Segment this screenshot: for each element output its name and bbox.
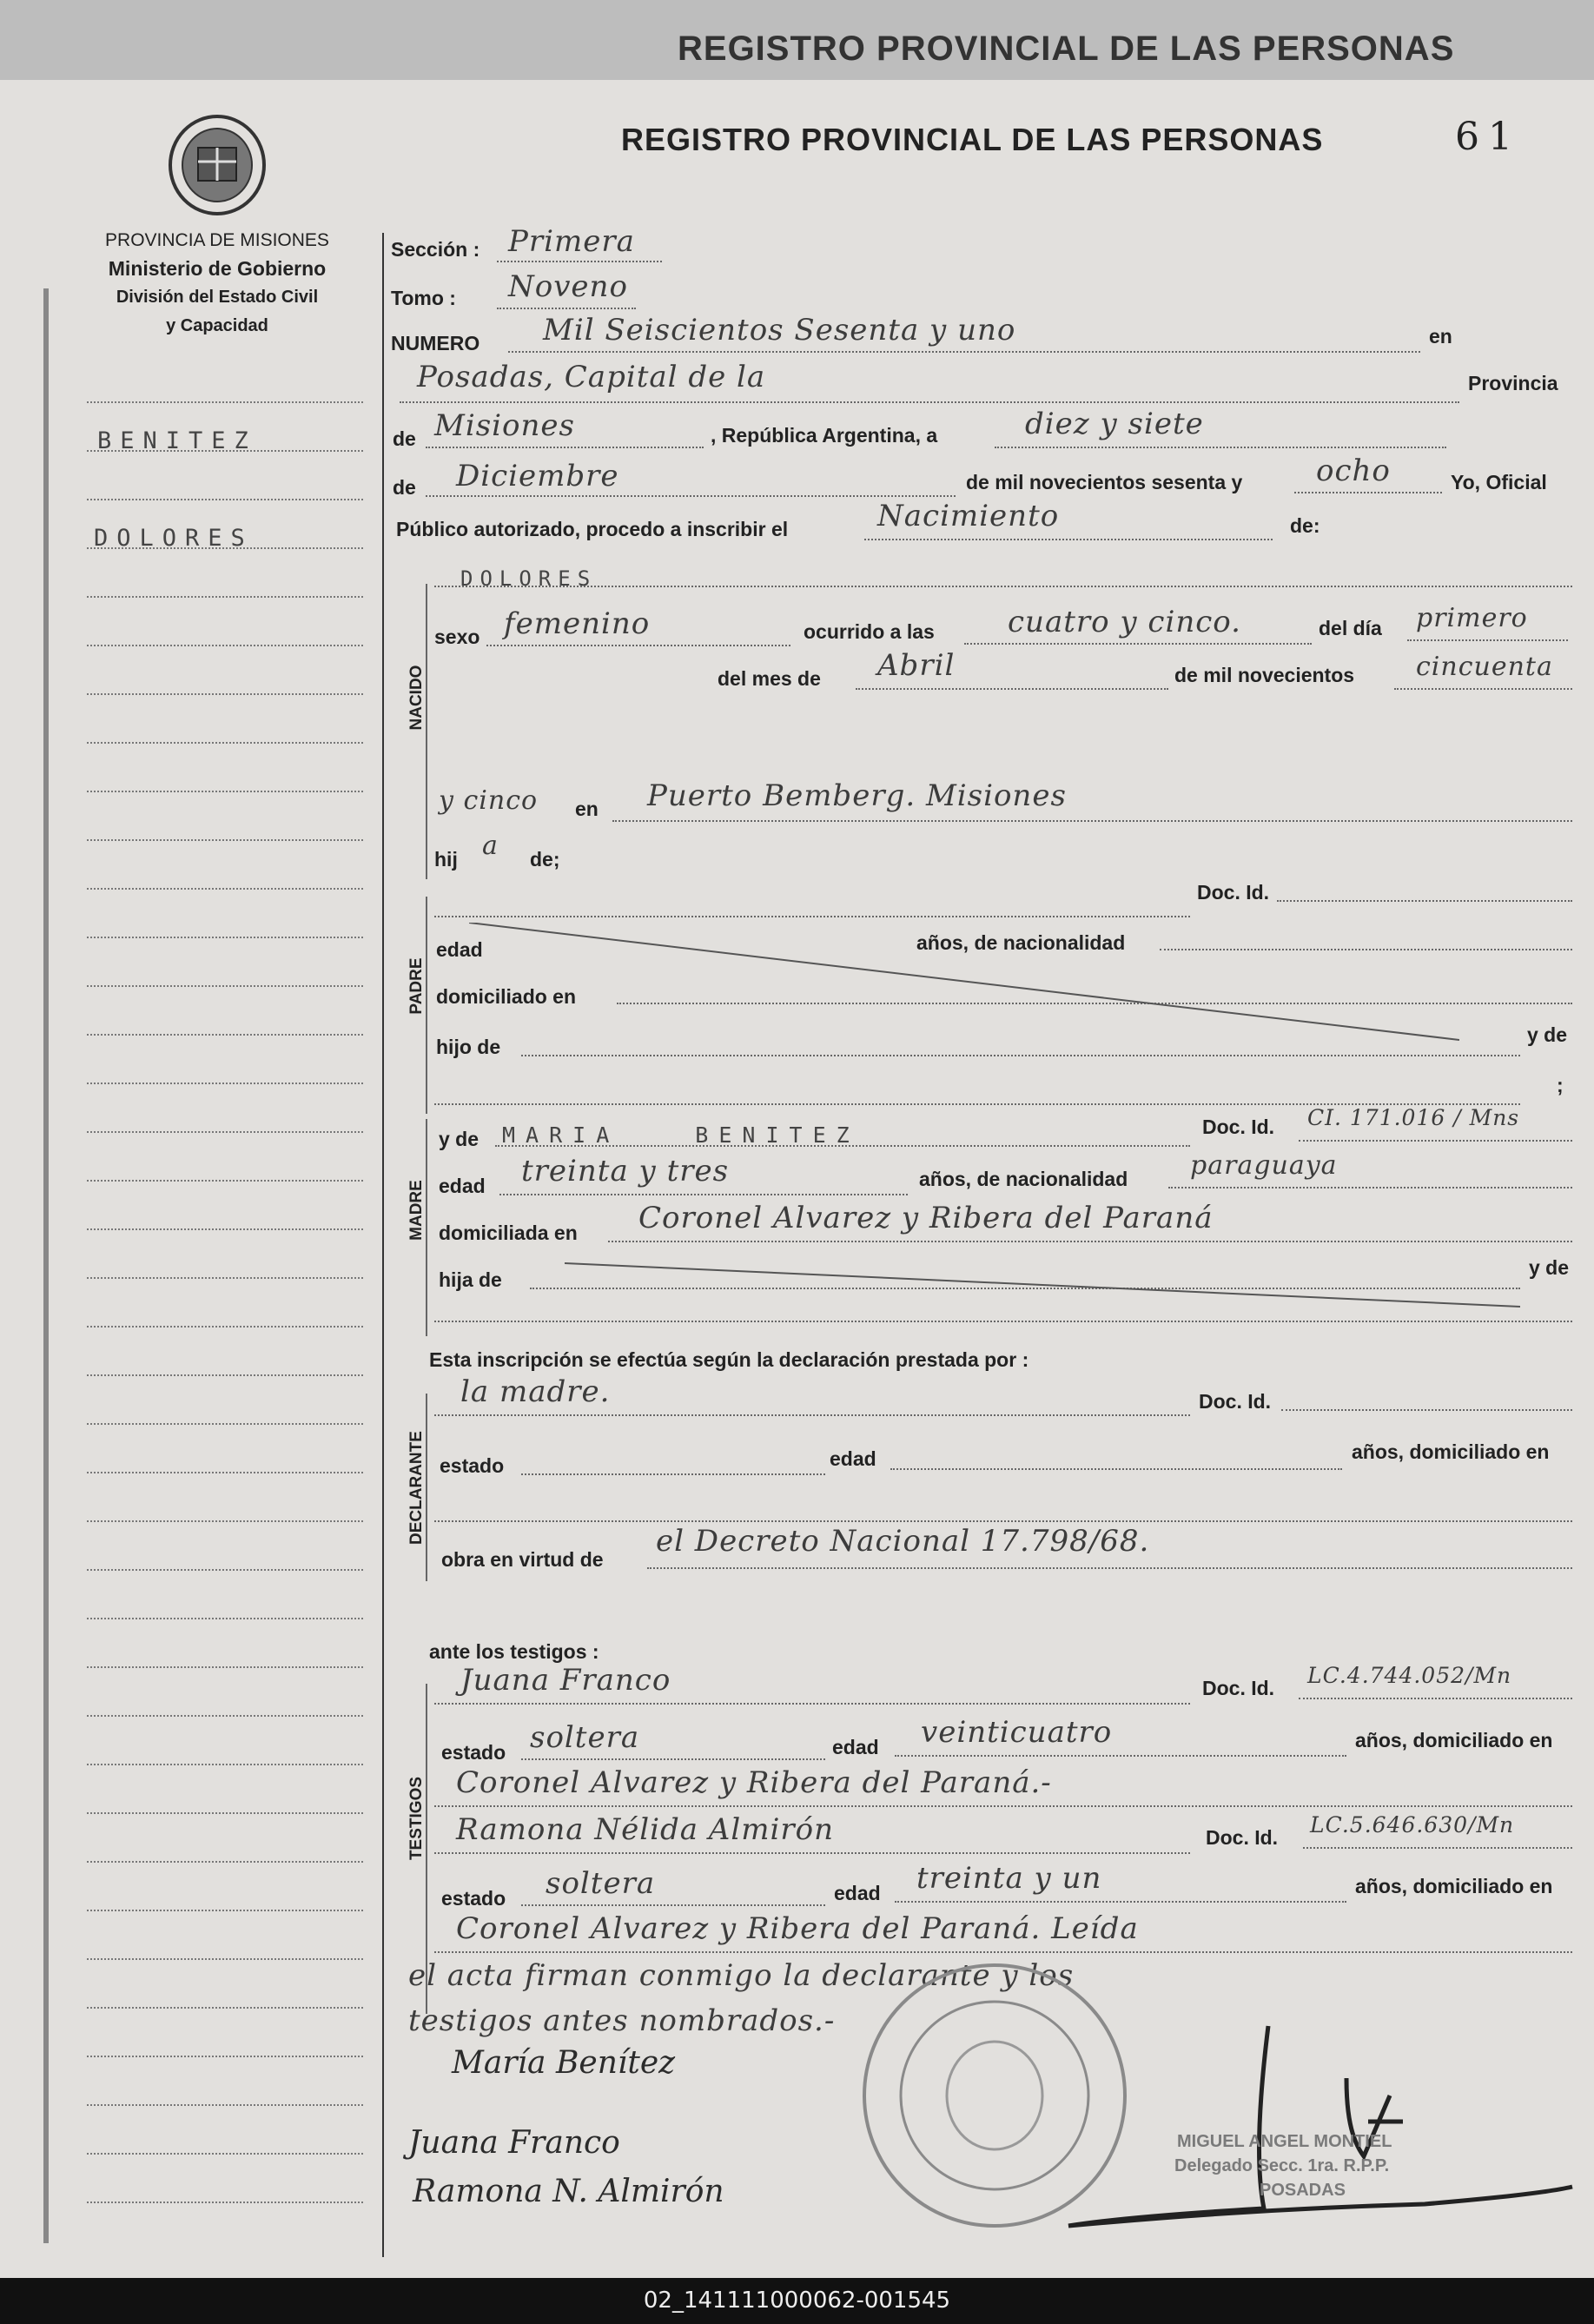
entry-ano-nac-2: y cinco: [439, 785, 539, 816]
entry-madre: MARIA BENITEZ: [502, 1122, 860, 1148]
line: [1277, 900, 1572, 902]
label-edad-t1: edad: [832, 1736, 879, 1758]
margin-line: [87, 1764, 363, 1765]
line: [1299, 1140, 1572, 1142]
label-de: de: [393, 427, 416, 450]
entry-madre-doc: CI. 171.016 / Mns: [1307, 1105, 1520, 1130]
entry-declarante: la madre.: [460, 1374, 611, 1409]
margin-line: [87, 645, 363, 646]
image-id-footer: 02_141111000062-001545: [0, 2278, 1594, 2324]
entry-numero: Mil Seiscientos Sesenta y uno: [543, 313, 1016, 348]
line: [995, 447, 1446, 448]
line: [434, 1951, 1572, 1953]
entry-ano-nac-1: cincuenta: [1416, 652, 1553, 682]
label-anos-nac-madre: años, de nacionalidad: [919, 1168, 1128, 1190]
line: [497, 261, 662, 262]
label-doc-id-t1: Doc. Id.: [1202, 1677, 1275, 1699]
margin-line: [87, 693, 363, 695]
margin-line: [87, 1228, 363, 1230]
entry-cierre-1: el acta firman conmigo la declarante y los: [408, 1958, 1075, 1993]
label-republica: , República Argentina, a: [711, 424, 938, 447]
entry-testigo2-estado: soltera: [546, 1866, 656, 1901]
padre-strike-line: [469, 923, 1459, 1044]
margin-line: [87, 839, 363, 841]
label-inscripcion: Esta inscripción se efectúa según la declaración prestada por :: [429, 1348, 1029, 1371]
margin-line: [87, 888, 363, 890]
entry-acto: Nacimiento: [877, 499, 1060, 533]
label-domiciliado-padre: domiciliado en: [436, 985, 577, 1008]
line: [521, 1758, 825, 1760]
line: [895, 1755, 1346, 1757]
line: [856, 688, 1168, 690]
entry-testigo1-estado: soltera: [530, 1720, 640, 1755]
stamp-line-1: MIGUEL ANGEL MONTIEL: [1177, 2132, 1392, 2151]
section-padre: PADRE: [407, 957, 426, 1015]
issuer-division: División del Estado Civil: [116, 288, 319, 307]
entry-madre-edad: treinta y tres: [521, 1154, 730, 1188]
margin-line: [87, 1180, 363, 1182]
line: [426, 447, 704, 448]
label-en: en: [1429, 325, 1452, 348]
margin-line: [87, 1423, 363, 1425]
entry-fecha-dia: diez y siete: [1025, 407, 1204, 441]
section-madre: MADRE: [407, 1180, 426, 1241]
margin-line: [87, 2007, 363, 2009]
line: [890, 1468, 1342, 1470]
section-declarante: DECLARANTE: [407, 1431, 426, 1545]
margin-line: [87, 1958, 363, 1960]
label-anos-dom-t1: años, domiciliado en: [1355, 1729, 1553, 1751]
line: [497, 308, 636, 309]
margin-line: [87, 1666, 363, 1668]
label-de-colon: de:: [1290, 514, 1320, 537]
margin-line: [87, 1034, 363, 1036]
margin-line: [87, 1910, 363, 1911]
label-anos-nac-padre: años, de nacionalidad: [916, 931, 1126, 954]
margin-line: [87, 2153, 363, 2155]
label-edad-padre: edad: [436, 938, 483, 961]
entry-testigo2-dom: Coronel Alvarez y Ribera del Paraná. Leída: [456, 1911, 1139, 1946]
entry-fecha-mes: Diciembre: [456, 459, 619, 493]
page-title: REGISTRO PROVINCIAL DE LAS PERSONAS: [621, 122, 1324, 157]
margin-line: [87, 2056, 363, 2057]
margin-line: [87, 2202, 363, 2203]
entry-testigo1-edad: veinticuatro: [921, 1715, 1113, 1750]
entry-ano: ocho: [1316, 454, 1391, 488]
label-de-semi: de;: [530, 848, 560, 871]
margin-divider: [382, 233, 384, 2257]
entry-seccion: Primera: [508, 224, 635, 259]
label-semicolon: ;: [1557, 1074, 1564, 1096]
label-seccion: Sección :: [391, 238, 480, 261]
line: [964, 643, 1312, 645]
margin-line: [87, 1812, 363, 1814]
line: [486, 645, 790, 646]
label-sexo: sexo: [434, 626, 480, 648]
label-tomo: Tomo :: [391, 287, 456, 309]
entry-testigo1: Juana Franco: [460, 1663, 671, 1698]
line: [612, 820, 1572, 822]
entry-lugar-nac: Puerto Bemberg. Misiones: [647, 778, 1067, 813]
label-edad-decl: edad: [830, 1447, 876, 1470]
label-domiciliada: domiciliada en: [439, 1222, 578, 1244]
margin-line: [87, 937, 363, 938]
margin-line: [87, 1374, 363, 1376]
entry-tomo: Noveno: [508, 269, 628, 304]
line: [864, 539, 1273, 540]
margin-line: [87, 1861, 363, 1863]
line: [1294, 492, 1442, 493]
margin-line: [87, 499, 363, 500]
margin-line: [87, 791, 363, 792]
stamp-line-3: POSADAS: [1260, 2181, 1346, 2200]
label-ocurrido: ocurrido a las: [804, 620, 935, 643]
margin-line: [87, 1618, 363, 1619]
entry-testigo2-doc: LC.5.646.630/Mn: [1310, 1812, 1515, 1837]
margin-line: [87, 1472, 363, 1473]
label-anos-dom-t2: años, domiciliado en: [1355, 1875, 1553, 1897]
entry-testigo2: Ramona Nélida Almirón: [456, 1812, 834, 1847]
stamp-line-2: Delegado Secc. 1ra. R.P.P.: [1174, 2156, 1390, 2175]
line: [895, 1901, 1346, 1903]
margin-line: [87, 1520, 363, 1522]
entry-testigo2-edad: treinta y un: [916, 1861, 1102, 1896]
line: [1281, 1409, 1572, 1411]
label-de-mil: de mil novecientos sesenta y: [966, 471, 1243, 493]
signature-madre: María Benítez: [452, 2045, 676, 2081]
margin-line: [87, 1277, 363, 1279]
line: [521, 1473, 825, 1475]
line: [647, 1567, 1572, 1569]
entry-madre-nac: paraguaya: [1190, 1150, 1338, 1181]
line: [508, 351, 1420, 353]
line: [434, 1520, 1572, 1522]
line: [521, 1904, 825, 1906]
label-yo-oficial: Yo, Oficial: [1451, 471, 1547, 493]
label-y-de-madre: y de: [439, 1128, 480, 1150]
line: [434, 1414, 1190, 1416]
label-hij: hij: [434, 848, 458, 871]
label-hija-de: hija de: [439, 1268, 502, 1291]
section-testigos: TESTIGOS: [407, 1776, 426, 1861]
label-edad-madre: edad: [439, 1175, 486, 1197]
margin-line: [87, 1131, 363, 1133]
margin-line: [87, 985, 363, 987]
line: [1299, 1698, 1572, 1699]
line: [1303, 1847, 1572, 1849]
margin-line: [87, 596, 363, 598]
line: [434, 1805, 1572, 1807]
margin-line: [87, 401, 363, 403]
line: [499, 1194, 908, 1195]
label-de-mil-nov: de mil novecientos: [1174, 664, 1355, 686]
line: [495, 1145, 1190, 1147]
label-ante: ante los testigos :: [429, 1640, 599, 1663]
line: [608, 1241, 1572, 1242]
entry-testigo1-doc: LC.4.744.052/Mn: [1307, 1663, 1512, 1688]
entry-sexo: femenino: [504, 606, 651, 641]
signature-testigo1: Juana Franco: [408, 2125, 620, 2161]
certificate-sheet: [0, 80, 1594, 2278]
margin-line: [87, 1326, 363, 1328]
line: [1394, 688, 1572, 690]
entry-mes: Abril: [877, 648, 956, 683]
margin-line: [87, 1569, 363, 1571]
label-y-de-madre-2: y de: [1529, 1256, 1570, 1279]
entry-dia: primero: [1416, 603, 1528, 633]
label-de-2: de: [393, 476, 416, 499]
entry-nombre: DOLORES: [460, 566, 598, 591]
entry-hora: cuatro y cinco.: [1008, 605, 1241, 639]
label-estado-decl: estado: [440, 1454, 505, 1477]
madre-strike-line: [565, 1261, 1520, 1314]
label-doc-id-t2: Doc. Id.: [1206, 1826, 1279, 1849]
label-doc-id-decl: Doc. Id.: [1199, 1390, 1272, 1413]
label-publico: Público autorizado, procedo a inscribir el: [396, 518, 789, 540]
label-del-mes: del mes de: [718, 667, 821, 690]
margin-line: [87, 1083, 363, 1084]
entry-madre-dom: Coronel Alvarez y Ribera del Paraná: [638, 1201, 1214, 1235]
label-edad-t2: edad: [834, 1882, 881, 1904]
label-en-nac: en: [575, 798, 599, 820]
label-anos-dom-decl: años, domiciliado en: [1352, 1440, 1550, 1463]
back-sheet-header: REGISTRO PROVINCIAL DE LAS PERSONAS: [678, 30, 1455, 68]
label-doc-id-padre: Doc. Id.: [1197, 881, 1270, 904]
line: [426, 495, 956, 497]
line: [434, 1703, 1190, 1705]
page-number: 61: [1455, 115, 1521, 159]
line: [434, 916, 1190, 917]
entry-provincia: Misiones: [434, 408, 575, 443]
issuer-block: [52, 226, 382, 341]
margin-given-name: DOLORES: [94, 525, 254, 552]
label-del-dia: del día: [1319, 617, 1382, 639]
label-estado-t1: estado: [441, 1741, 506, 1764]
label-provincia: Provincia: [1468, 372, 1558, 394]
label-hijo-de: hijo de: [436, 1036, 501, 1058]
label-numero: NUMERO: [391, 332, 480, 354]
line: [434, 1852, 1190, 1854]
binding-string: [43, 288, 49, 2243]
line: [400, 401, 1459, 403]
issuer-capacity: y Capacidad: [166, 316, 268, 335]
line: [434, 1321, 1572, 1322]
line: [1168, 1187, 1572, 1188]
signature-testigo2: Ramona N. Almirón: [413, 2174, 724, 2209]
issuer-province: PROVINCIA DE MISIONES: [105, 230, 329, 250]
label-y-de-padre: y de: [1527, 1023, 1568, 1046]
entry-obra: el Decreto Nacional 17.798/68.: [656, 1524, 1150, 1559]
entry-cierre-2: testigos antes nombrados.-: [408, 2003, 836, 2038]
label-doc-id-madre: Doc. Id.: [1202, 1116, 1275, 1138]
margin-line: [87, 742, 363, 744]
margin-surname: BENITEZ: [97, 427, 257, 454]
line: [434, 586, 1572, 587]
section-nacido: NACIDO: [407, 665, 426, 731]
province-seal-icon: [165, 109, 269, 217]
entry-hij-suffix: a: [482, 831, 499, 861]
label-obra: obra en virtud de: [441, 1548, 604, 1571]
entry-testigo1-dom: Coronel Alvarez y Ribera del Paraná.-: [456, 1765, 1052, 1800]
entry-lugar: Posadas, Capital de la: [417, 360, 766, 394]
margin-line: [87, 2104, 363, 2106]
line: [1407, 639, 1568, 641]
line: [521, 1055, 1520, 1056]
margin-line: [87, 1715, 363, 1717]
label-estado-t2: estado: [441, 1887, 506, 1910]
issuer-ministry: Ministerio de Gobierno: [108, 257, 327, 280]
